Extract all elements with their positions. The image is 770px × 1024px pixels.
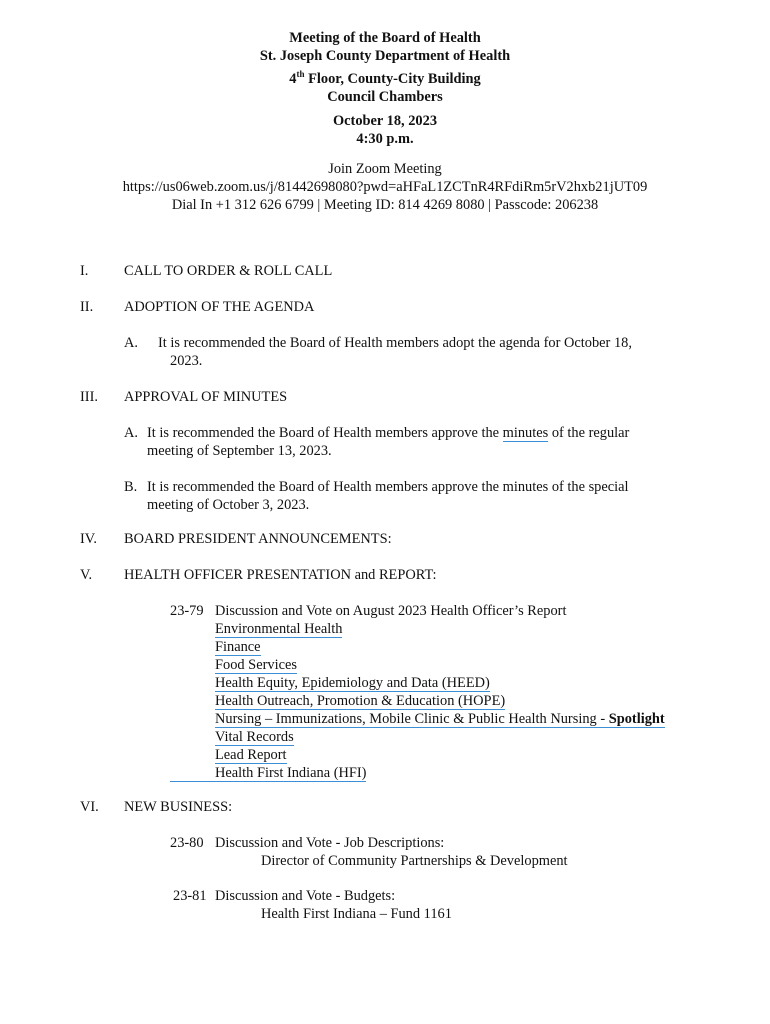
section-num-5: V. [80, 567, 93, 583]
section-title-5: HEALTH OFFICER PRESENTATION and REPORT: [124, 567, 437, 583]
link-hfi[interactable]: Health First Indiana (HFI) [215, 765, 367, 781]
section-title-1: CALL TO ORDER & ROLL CALL [124, 263, 333, 279]
minutes-a-post: of the regular [548, 425, 630, 441]
minutes-b-line1: It is recommended the Board of Health members approve the minutes of the special [147, 479, 629, 495]
section-num-6: VI. [80, 799, 99, 815]
link-nursing[interactable] [215, 711, 665, 728]
spotlight-label: Spotlight [608, 711, 665, 727]
new-business-1-title: Discussion and Vote - Job Descriptions: [215, 835, 445, 851]
agenda-item-letter: A. [124, 335, 138, 351]
link-food-services[interactable]: Food Services [215, 657, 297, 673]
minutes-a-line2: meeting of September 13, 2023. [147, 443, 332, 459]
header-department: St. Joseph County Department of Health [259, 48, 511, 64]
minutes-link[interactable]: minutes [502, 425, 549, 441]
agenda-item-line2: 2023. [170, 353, 203, 369]
new-business-1-number: 23-80 [170, 835, 204, 851]
header-title: Meeting of the Board of Health [289, 30, 481, 46]
document-header [0, 29, 770, 106]
report-item-number: 23-79 [170, 603, 204, 619]
new-business-1-sub: Director of Community Partnerships & Development [261, 853, 568, 869]
link-finance[interactable]: Finance [215, 639, 261, 655]
nursing-label: Nursing – Immunizations, Mobile Clinic & Public Health Nursing - [215, 711, 609, 727]
meeting-datetime [0, 112, 770, 148]
new-business-2-title: Discussion and Vote - Budgets: [215, 888, 396, 904]
minutes-a-line1 [147, 424, 629, 442]
zoom-title: Join Zoom Meeting [328, 161, 442, 177]
new-business-2-number: 23-81 [173, 888, 207, 904]
meeting-date: October 18, 2023 [332, 113, 438, 129]
floor-ordinal: th [296, 69, 305, 79]
meeting-time: 4:30 p.m. [356, 131, 414, 147]
link-vital-records[interactable]: Vital Records [215, 729, 294, 745]
section-title-3: APPROVAL OF MINUTES [124, 389, 288, 405]
agenda-item-line1: It is recommended the Board of Health members adopt the agenda for October 18, [158, 335, 632, 351]
link-underline-extension [170, 781, 215, 782]
link-lead-report[interactable]: Lead Report [215, 747, 287, 763]
link-heed[interactable]: Health Equity, Epidemiology and Data (HEED) [215, 675, 490, 691]
section-num-2: II. [80, 299, 94, 315]
section-title-4: BOARD PRESIDENT ANNOUNCEMENTS: [124, 531, 392, 547]
header-room: Council Chambers [327, 88, 443, 105]
report-item-title: Discussion and Vote on August 2023 Health Officer’s Report [215, 603, 567, 619]
new-business-2-sub: Health First Indiana – Fund 1161 [261, 906, 452, 922]
dial-in-info: Dial In +1 312 626 6799 | Meeting ID: 814 4269 8080 | Passcode: 206238 [171, 197, 599, 213]
minutes-b-line2: meeting of October 3, 2023. [147, 497, 310, 513]
section-num-4: IV. [80, 531, 97, 547]
floor-building: Floor, County-City Building [304, 70, 481, 87]
section-num-1: I. [80, 263, 89, 279]
minutes-b-letter: B. [124, 479, 138, 495]
floor-number: 4 [289, 70, 297, 87]
section-title-6: NEW BUSINESS: [124, 799, 233, 815]
zoom-url[interactable]: https://us06web.zoom.us/j/81442698080?pwd=aHFaL1ZCTnR4RFdiRm5rV2hxb21jUT09 [122, 179, 648, 195]
zoom-info [0, 160, 770, 214]
link-environmental-health[interactable]: Environmental Health [215, 621, 343, 637]
section-title-2: ADOPTION OF THE AGENDA [124, 299, 315, 315]
minutes-a-letter: A. [124, 425, 138, 441]
header-location [0, 65, 770, 88]
minutes-a-pre: It is recommended the Board of Health members approve the [147, 425, 503, 441]
section-num-3: III. [80, 389, 98, 405]
link-hope[interactable]: Health Outreach, Promotion & Education (HOPE) [215, 693, 506, 709]
